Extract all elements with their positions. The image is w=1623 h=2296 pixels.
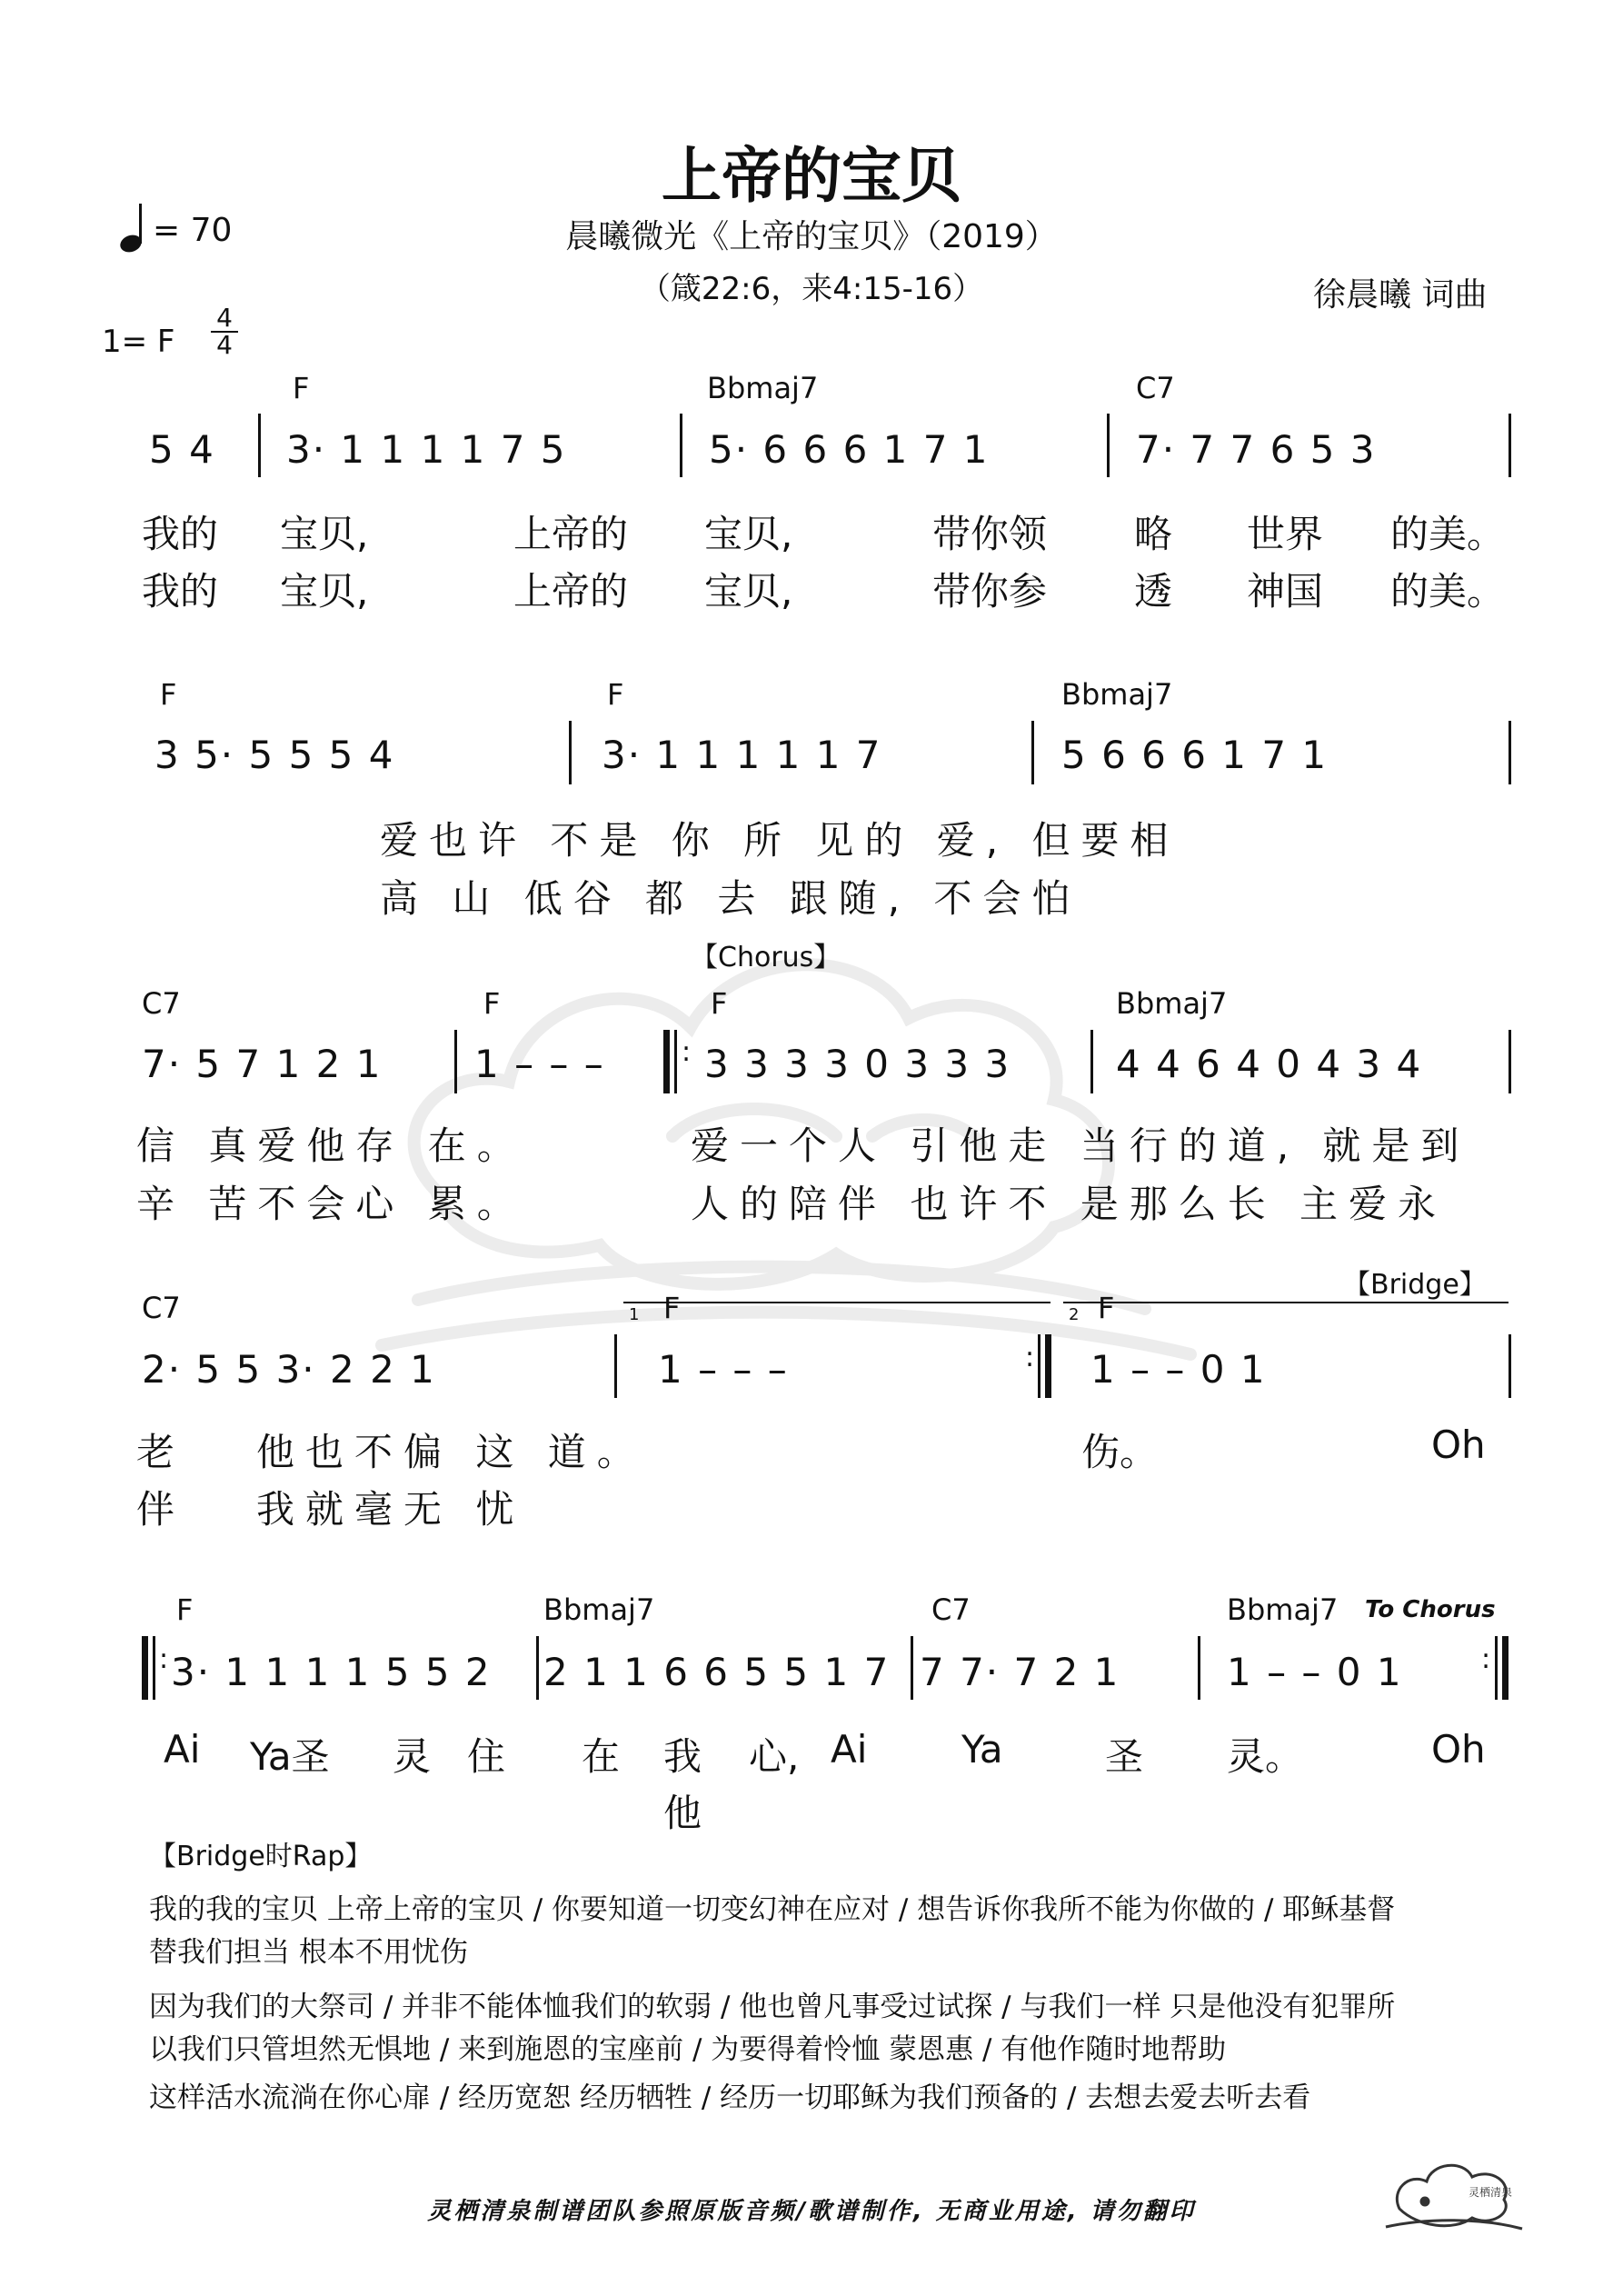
notes-measure: 2· 5 5 3· 2 2 1 — [142, 1347, 436, 1392]
lyric-line: 高 山 低谷 都 去 跟随, 不会怕 — [380, 876, 1081, 921]
repeat-start-bar — [663, 1030, 670, 1093]
bar-line — [1198, 1636, 1200, 1700]
notes-measure: 3 5· 5 5 5 4 — [154, 733, 395, 777]
lyric-line: 爱也许 不是 你 所 见的 爱, 但要相 — [380, 818, 1180, 863]
repeat-end-bar-thin — [1495, 1636, 1498, 1700]
lyric: 的美。 — [1390, 512, 1506, 556]
lyric: 略 — [1134, 512, 1173, 556]
repeat-end-bar-thin — [1038, 1334, 1041, 1398]
lyric-line: 人的陪伴 也许不 是那么长 主爱永 — [691, 1182, 1448, 1226]
repeat-start-bar-thin — [153, 1636, 155, 1700]
volta-bracket — [1063, 1302, 1508, 1303]
footer-note: 灵栖清泉制谱团队参照原版音频/歌谱制作, 无商业用途, 请勿翻印 — [427, 2198, 1196, 2225]
bar-line — [614, 1334, 617, 1398]
lyric: Ya圣 — [250, 1734, 330, 1779]
bar-line — [1508, 414, 1511, 477]
lyric: 带你参 — [932, 569, 1048, 614]
chord: F — [176, 1592, 194, 1627]
bar-line — [1031, 721, 1034, 784]
lyric: 心, — [749, 1734, 800, 1779]
lyric: Oh — [1431, 1423, 1486, 1467]
lyric: 我的 — [142, 512, 219, 556]
author-credit: 徐晨曦 词曲 — [1313, 276, 1488, 314]
lyric: 伤。 — [1081, 1430, 1159, 1474]
notes-measure: 3 3 3 3 0 3 3 3 — [704, 1042, 1011, 1086]
lyric: 灵。 — [1227, 1734, 1304, 1779]
chord: F — [160, 677, 177, 712]
lyric: 上帝的 — [513, 569, 629, 614]
notes-measure: 4 4 6 4 0 4 3 4 — [1116, 1042, 1423, 1086]
lyric: 我的 — [142, 569, 219, 614]
chord: F — [1098, 1291, 1115, 1325]
lyric: Ya — [961, 1727, 1003, 1772]
section-label-bridge: 【Bridge】 — [1343, 1269, 1487, 1301]
lyric: 世界 — [1247, 512, 1324, 556]
bar-line — [680, 414, 682, 477]
rap-line: 我的我的宝贝 上帝上帝的宝贝 / 你要知道一切变幻神在应对 / 想告诉你我所不能为你做的 / 耶稣基督 — [149, 1893, 1396, 1926]
logo-sheep-icon — [1381, 2145, 1527, 2236]
scripture-reference: （箴22:6，来4:15-16） — [639, 271, 984, 307]
bar-line — [569, 721, 572, 784]
chord: F — [607, 677, 624, 712]
notes-measure: 1 – – 0 1 — [1090, 1347, 1267, 1392]
chord: Bbmaj7 — [1061, 677, 1173, 712]
lyric: 在 — [582, 1734, 621, 1779]
key-signature: 1= F — [102, 324, 175, 360]
lyric: 住 — [467, 1734, 506, 1779]
chord: Bbmaj7 — [1116, 986, 1228, 1021]
repeat-end-bar — [1045, 1334, 1051, 1398]
lyric: 宝贝, — [280, 569, 369, 614]
lyric: 宝贝, — [280, 512, 369, 556]
notes-measure: 7· 5 7 1 2 1 — [142, 1042, 383, 1086]
notes-measure: 1 – – – — [474, 1042, 605, 1086]
volta-number: 2 — [1069, 1305, 1080, 1324]
chord: C7 — [1136, 371, 1175, 405]
rap-line: 这样活水流淌在你心扉 / 经历宽恕 经历牺牲 / 经历一切耶稣为我们预备的 / 去想去爱去听去看 — [149, 2081, 1311, 2114]
chord: C7 — [142, 986, 181, 1021]
notes-measure: 1 – – – — [658, 1347, 789, 1392]
lyric: 灵 — [393, 1734, 432, 1779]
lyric: 老 — [136, 1430, 175, 1474]
bar-line — [1508, 1334, 1511, 1398]
time-signature: 4 4 — [211, 305, 238, 358]
bar-line — [1508, 721, 1511, 784]
tempo-marking: = 70 — [153, 212, 233, 249]
rap-line: 因为我们的大祭司 / 并非不能体恤我们的软弱 / 他也曾凡事受过试探 / 与我们一样 只是他没有犯罪所 — [149, 1991, 1396, 2023]
chord: F — [663, 1291, 681, 1325]
lyric-line: 我就毫无 忧 — [256, 1487, 525, 1532]
lyric: 我 — [663, 1734, 702, 1779]
bar-line — [454, 1030, 457, 1093]
chord: Bbmaj7 — [707, 371, 819, 405]
lyric-line: 爱一个人 引他走 当行的道, 就是到 — [691, 1123, 1470, 1168]
bar-line — [1107, 414, 1110, 477]
logo-text: 灵栖清泉 — [1469, 2186, 1513, 2199]
notes-measure: 2 1 1 6 6 5 5 1 7 — [543, 1650, 891, 1694]
notes-measure: 3· 1 1 1 1 7 5 — [286, 427, 567, 472]
rap-heading: 【Bridge时Rap】 — [149, 1841, 373, 1872]
lyric-line: 辛 苦不会心 累。 — [136, 1182, 526, 1226]
volta-bracket — [623, 1302, 1050, 1303]
bar-line — [1090, 1030, 1093, 1093]
chord: Bbmaj7 — [1227, 1592, 1339, 1627]
lyric: Ai — [831, 1727, 868, 1772]
lyric: 上帝的 — [513, 512, 629, 556]
bar-line — [911, 1636, 913, 1700]
lyric: 透 — [1134, 569, 1173, 614]
notes-measure: 3· 1 1 1 1 1 7 — [602, 733, 882, 777]
repeat-end-bar — [1502, 1636, 1508, 1700]
section-label-chorus: 【Chorus】 — [691, 942, 841, 973]
repeat-dots-icon: : — [1481, 1643, 1491, 1675]
bar-line — [258, 414, 261, 477]
repeat-dots-icon: : — [159, 1643, 169, 1675]
lyric: 神国 — [1247, 569, 1324, 614]
repeat-dots-icon: : — [1025, 1342, 1035, 1373]
volta-number: 1 — [629, 1305, 640, 1324]
chord: C7 — [931, 1592, 971, 1627]
rap-line: 替我们担当 根本不用忧伤 — [149, 1936, 468, 1969]
notes-measure: 5 4 — [149, 427, 215, 472]
lyric-line: 他也不偏 这 道。 — [256, 1430, 646, 1474]
notes-measure: 7 7· 7 2 1 — [920, 1650, 1120, 1694]
repeat-start-bar — [142, 1636, 148, 1700]
lyric: 带你领 — [932, 512, 1048, 556]
notes-measure: 3· 1 1 1 1 5 5 2 — [171, 1650, 492, 1694]
to-chorus-marking: To Chorus — [1365, 1596, 1496, 1623]
notes-measure: 1 – – 0 1 — [1227, 1650, 1403, 1694]
notes-measure: 5· 6 6 6 1 7 1 — [709, 427, 990, 472]
lyric: 宝贝, — [704, 512, 793, 556]
lyric: 的美。 — [1390, 569, 1506, 614]
lyric: 圣 — [1105, 1734, 1144, 1779]
chord: F — [711, 986, 728, 1021]
lyric: 宝贝, — [704, 569, 793, 614]
notes-measure: 7· 7 7 6 5 3 — [1136, 427, 1377, 472]
bar-line — [1508, 1030, 1511, 1093]
chord: F — [483, 986, 501, 1021]
lyric: Oh — [1431, 1727, 1486, 1772]
chord: C7 — [142, 1291, 181, 1325]
subtitle: 晨曦微光《上帝的宝贝》（2019） — [565, 218, 1058, 255]
rap-line: 以我们只管坦然无惧地 / 来到施恩的宝座前 / 为要得着怜恤 蒙恩惠 / 有他作随时地帮助 — [149, 2033, 1227, 2066]
lyric: Ai — [164, 1727, 201, 1772]
chord: F — [293, 371, 310, 405]
chord: Bbmaj7 — [543, 1592, 655, 1627]
bar-line — [536, 1636, 539, 1700]
lyric-line: 信 真爱他存 在。 — [136, 1123, 526, 1168]
song-title: 上帝的宝贝 — [662, 141, 961, 211]
lyric: 他 — [663, 1791, 702, 1835]
repeat-start-bar-thin — [674, 1030, 677, 1093]
lyric: 伴 — [136, 1487, 175, 1532]
repeat-dots-icon: : — [682, 1036, 692, 1068]
notes-measure: 5 6 6 6 1 7 1 — [1061, 733, 1329, 777]
